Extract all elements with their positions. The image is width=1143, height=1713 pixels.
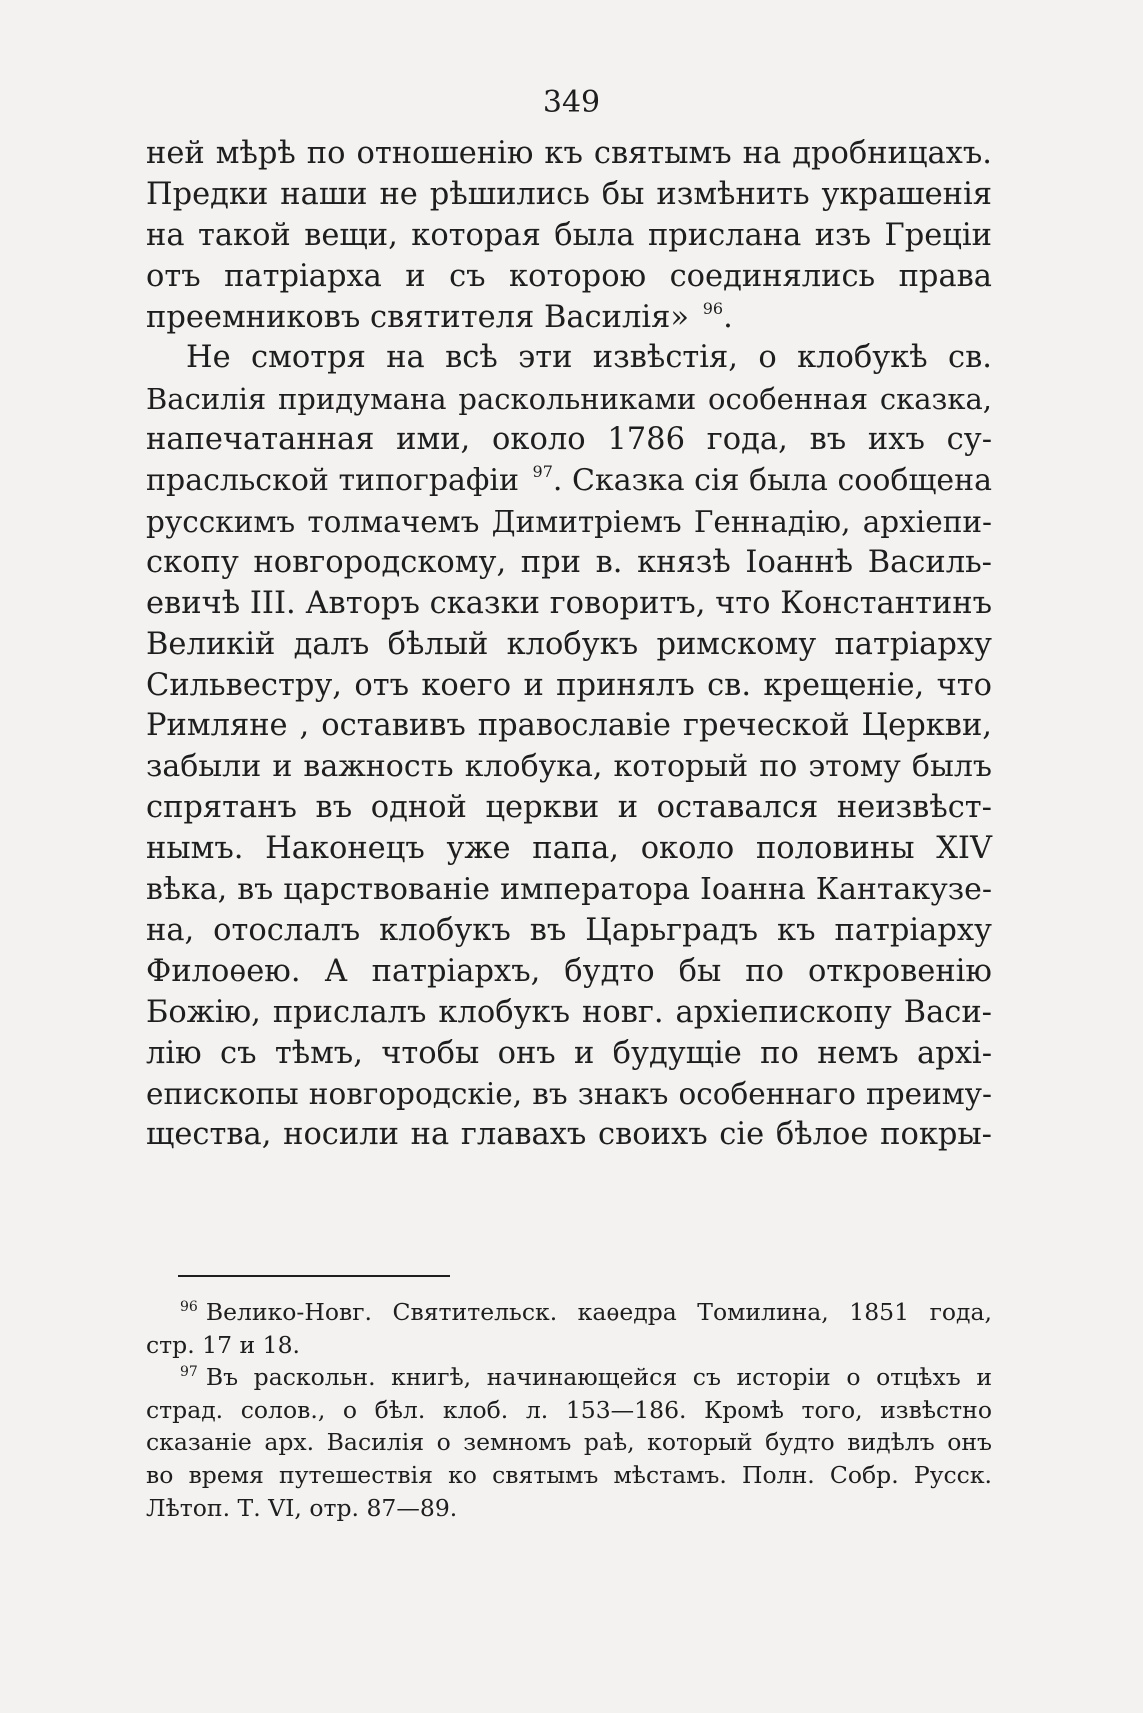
footnote-text: стр. 17 и 18. bbox=[146, 1330, 301, 1359]
text-line bbox=[146, 911, 992, 952]
text-segment: русскимъ толмачемъ Димитріемъ Геннадію, архіепи- bbox=[146, 505, 992, 540]
text-segment: спрятанъ въ одной церкви и оставался неизвѣст- bbox=[146, 790, 992, 826]
text-line bbox=[146, 1034, 992, 1075]
text-segment: евичѣ III. Авторъ сказки говоритъ, что Константинъ bbox=[146, 585, 992, 621]
text-line bbox=[146, 420, 992, 461]
text-segment: нымъ. Наконецъ уже папа, около половины XIV bbox=[146, 831, 992, 867]
text-line bbox=[146, 175, 992, 216]
text-segment: забыли и важность клобука, который по этому былъ bbox=[146, 749, 992, 785]
text-line bbox=[146, 952, 992, 993]
footnote-text: сказаніе арх. Василія о земномъ раѣ, который будто видѣлъ онъ bbox=[146, 1428, 992, 1457]
footnote-text: страд. солов., о бѣл. клоб. л. 153—186. Кромѣ того, извѣстно bbox=[146, 1395, 992, 1424]
page-number: 349 bbox=[542, 85, 601, 120]
footnote-line bbox=[146, 1361, 992, 1394]
text-line bbox=[146, 216, 992, 257]
footnote-marker: 96 bbox=[702, 298, 724, 318]
text-line bbox=[146, 298, 992, 339]
text-line bbox=[146, 788, 992, 829]
text-line bbox=[146, 1074, 992, 1115]
footnote-number: 96 bbox=[180, 1299, 198, 1315]
text-segment: Римляне , оставивъ православіе греческой Церкви, bbox=[146, 708, 992, 744]
footnote-text: Велико-Новг. Святительск. каѳедра Томилина, 1851 года, bbox=[205, 1298, 992, 1326]
footnote-marker: 97 bbox=[532, 462, 553, 482]
text-line bbox=[146, 379, 992, 420]
text-line bbox=[146, 461, 992, 502]
footnote-line bbox=[146, 1329, 992, 1362]
text-line bbox=[146, 829, 992, 870]
text-line bbox=[146, 338, 992, 379]
footnote-text: Лѣтоп. Т. VI, отр. 87—89. bbox=[146, 1493, 458, 1522]
footnote-text: во время путешествія ко святымъ мѣстамъ. Полн. Собр. Русск. bbox=[146, 1460, 992, 1489]
text-segment: вѣка, въ царствованіе императора Іоанна Кантакузе- bbox=[146, 872, 992, 908]
text-segment: на такой вещи, которая была прислана изъ Греціи bbox=[146, 217, 992, 253]
text-line bbox=[146, 993, 992, 1034]
text-segment: Божію, прислалъ клобукъ новг. архіепископу Васи- bbox=[146, 994, 992, 1030]
text-segment: лію съ тѣмъ, чтобы онъ и будущіе по немъ архі- bbox=[146, 1035, 992, 1071]
footnote-number: 97 bbox=[180, 1364, 198, 1381]
text-line bbox=[146, 502, 992, 543]
text-segment: епископы новгородскіе, въ знакъ особеннаго преиму- bbox=[146, 1077, 992, 1112]
footnote-line bbox=[146, 1459, 992, 1492]
text-line bbox=[146, 584, 992, 625]
text-segment: . Сказка сія была сообщена bbox=[552, 463, 992, 499]
body-text bbox=[146, 134, 992, 1156]
text-segment: Василія придумана раскольниками особенная сказка, bbox=[146, 382, 992, 417]
text-line bbox=[146, 870, 992, 911]
text-segment: Не смотря на всѣ эти извѣстія, о клобукѣ св. bbox=[186, 340, 992, 376]
text-segment: щества, носили на главахъ своихъ сіе бѣлое покры- bbox=[146, 1117, 992, 1153]
text-line bbox=[146, 543, 992, 584]
text-line bbox=[146, 257, 992, 298]
text-segment: отъ патріарха и съ которою соединялись права bbox=[146, 258, 992, 294]
text-segment: . bbox=[723, 299, 733, 335]
text-segment: Великій далъ бѣлый клобукъ римскому патріарху bbox=[146, 626, 992, 662]
text-line bbox=[146, 134, 992, 175]
footnote-line bbox=[146, 1426, 992, 1459]
text-segment: Сильвестру, отъ коего и принялъ св. крещеніе, что bbox=[146, 667, 992, 703]
text-line bbox=[146, 1115, 992, 1156]
footnotes bbox=[146, 1296, 992, 1524]
text-segment: Филоѳею. А патріархъ, будто бы по откровенію bbox=[146, 953, 992, 989]
text-segment: преемниковъ святителя Василія» bbox=[146, 299, 699, 335]
text-segment: напечатанная ими, около 1786 года, въ ихъ су- bbox=[146, 422, 992, 458]
text-line bbox=[146, 625, 992, 666]
footnote-text: Въ раскольн. книгѣ, начинающейся съ исторіи о отцѣхъ и bbox=[205, 1363, 992, 1392]
footnote-line bbox=[146, 1296, 992, 1329]
text-segment: прасльской типографіи bbox=[146, 463, 529, 499]
text-line bbox=[146, 747, 992, 788]
text-segment: Предки наши не рѣшились бы измѣнить украшенія bbox=[146, 176, 992, 212]
text-line bbox=[146, 666, 992, 707]
text-line bbox=[146, 706, 992, 747]
text-segment: ней мѣрѣ по отношенію къ святымъ на дробницахъ. bbox=[146, 136, 992, 171]
text-segment: скопу новгородскому, при в. князѣ Іоаннѣ Василь- bbox=[146, 544, 992, 580]
footnote-line bbox=[146, 1492, 992, 1525]
footnote-line bbox=[146, 1394, 992, 1427]
footnote-separator bbox=[178, 1275, 450, 1277]
text-segment: на, отослалъ клобукъ въ Царьградъ къ патріарху bbox=[146, 912, 992, 948]
